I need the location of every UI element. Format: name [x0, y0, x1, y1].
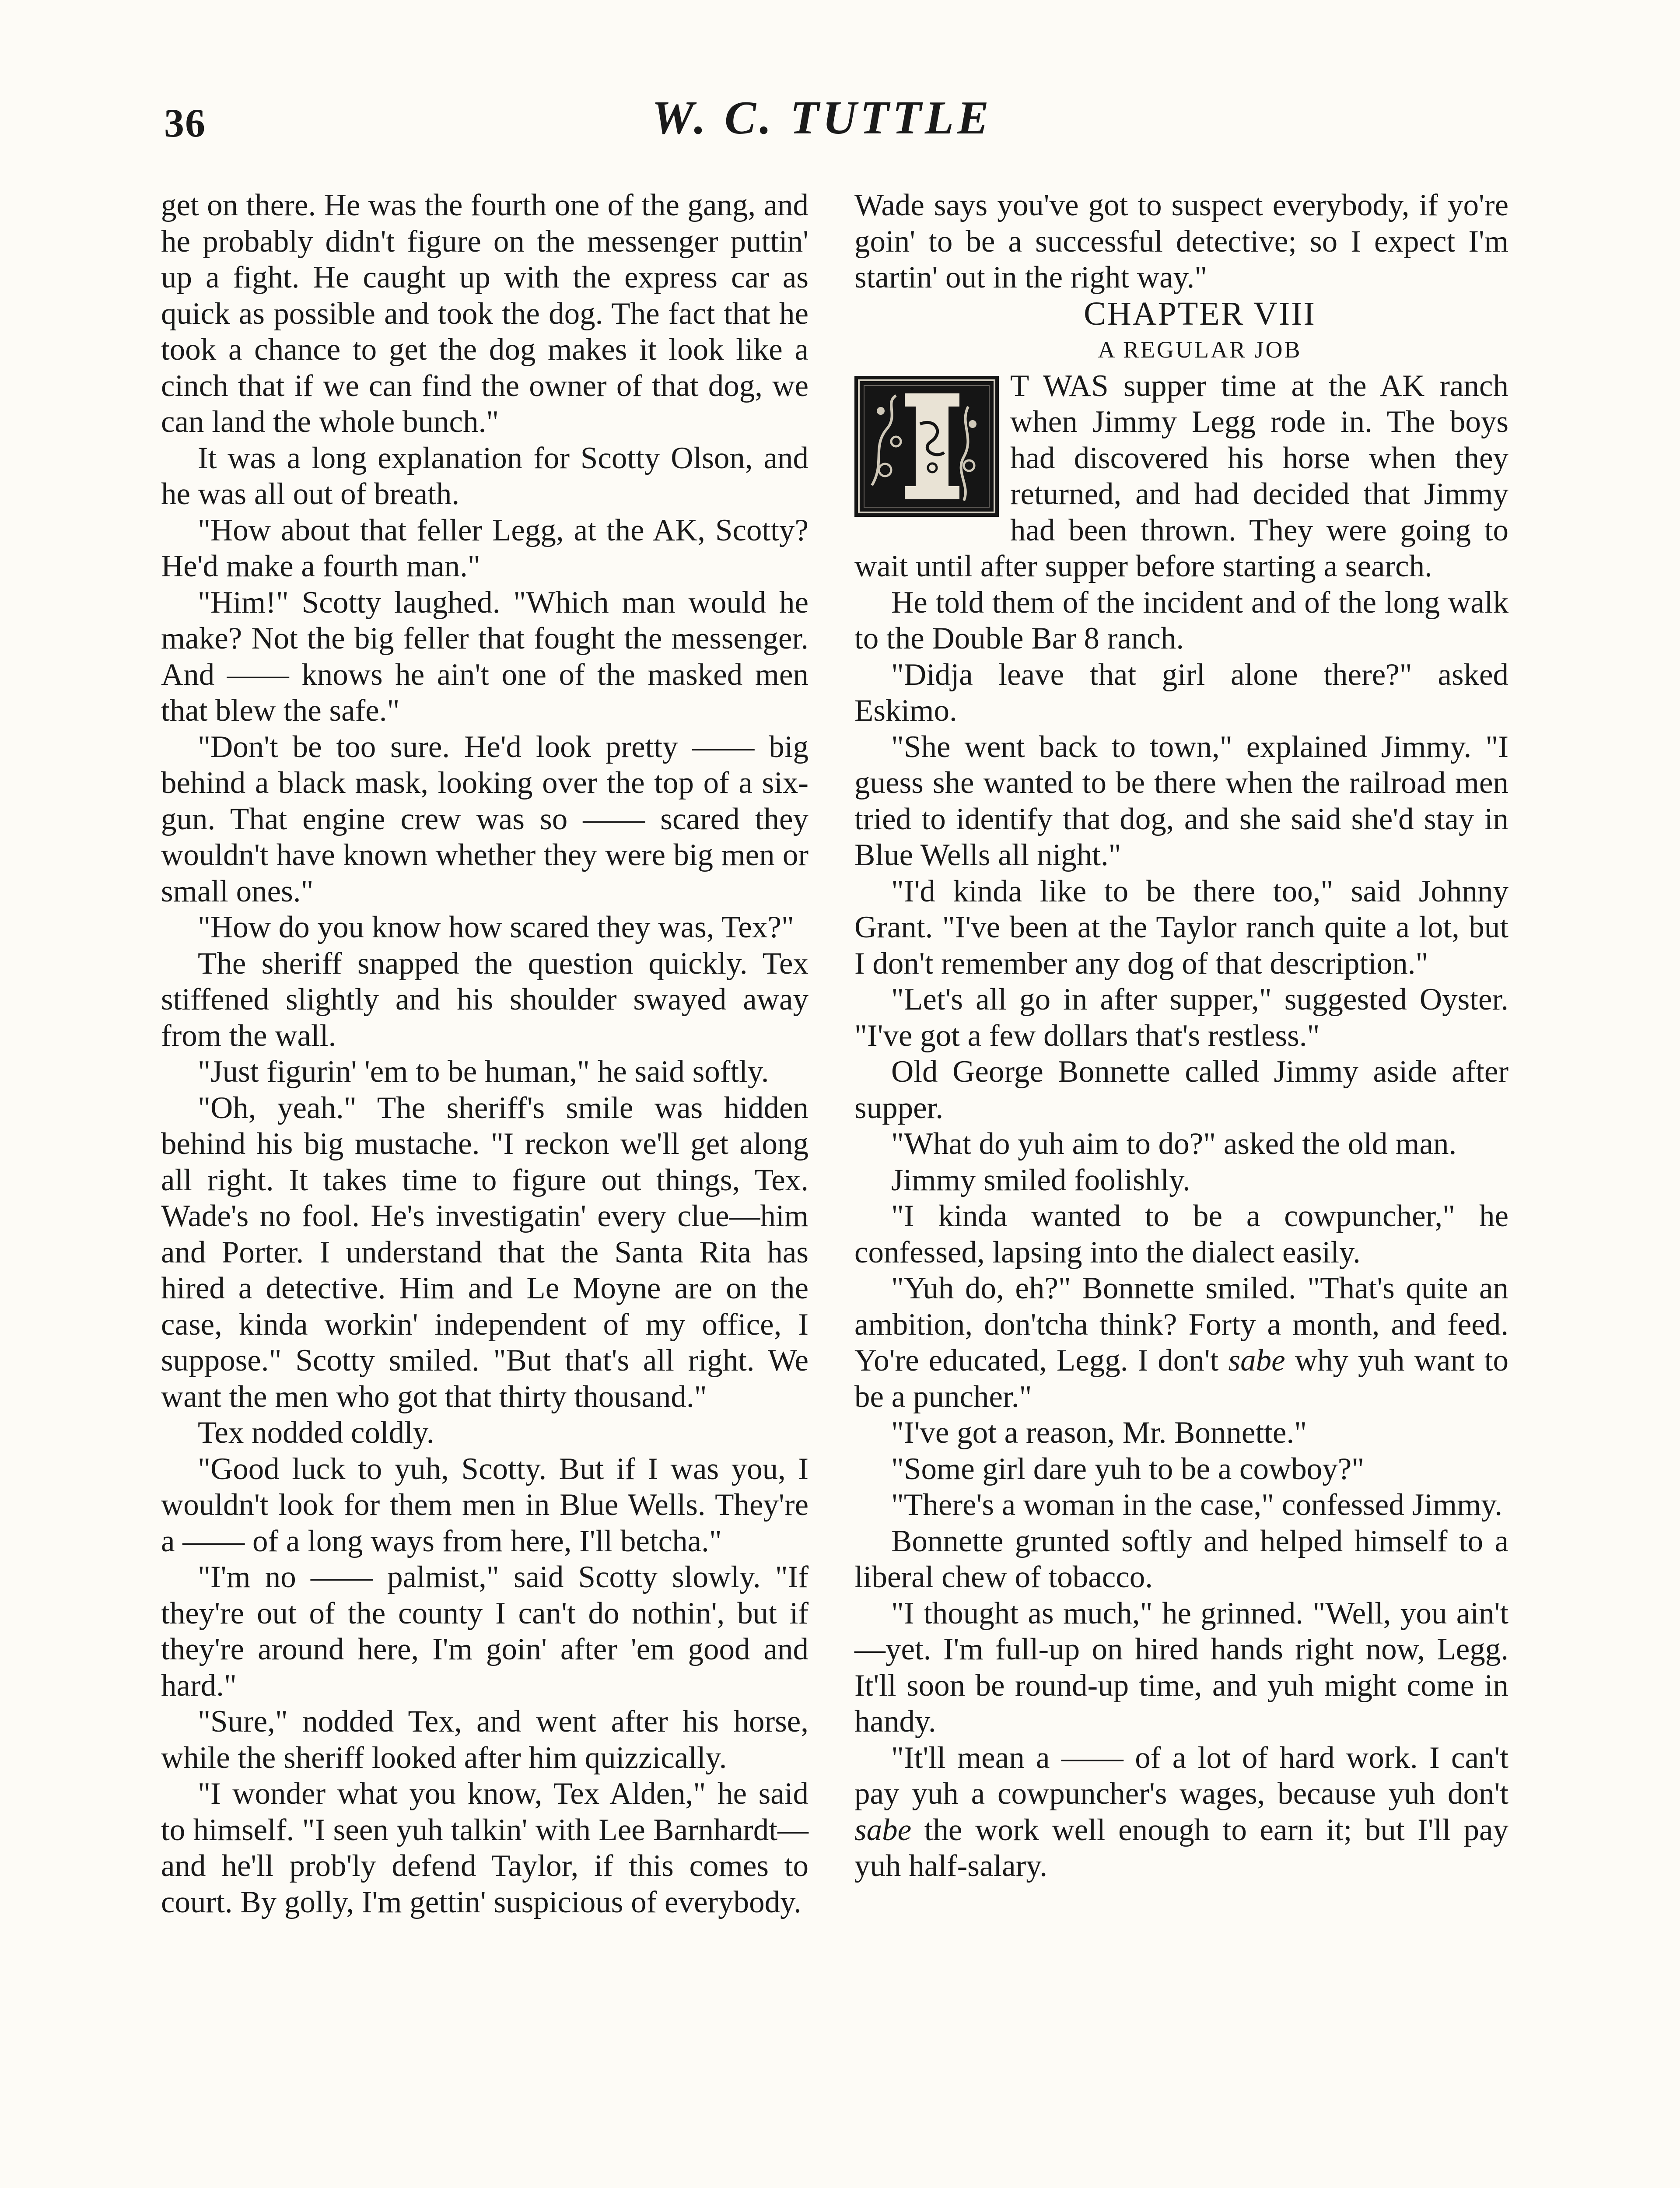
paragraph: "Some girl dare yuh to be a cowboy?" — [891, 1452, 1365, 1486]
paragraph: "I'm no —— palmist," said Scotty slowly. "If they're out of the county I can't do nothin', but if they're around here, I'm goin' after 'em good and hard." — [161, 1560, 808, 1703]
paragraph: It was a long explanation for Scotty Olson, and he was all out of breath. — [161, 441, 808, 511]
paragraph — [854, 1270, 1508, 1415]
left-column — [161, 187, 808, 1920]
paragraph: "Let's all go in after supper," suggested Oyster. "I've got a few dollars that's restless." — [854, 982, 1508, 1053]
paragraph: "Don't be too sure. He'd look pretty —— big behind a black mask, looking over the top of a six-gun. That engine crew was so —— scared they wouldn't have known whether they were big men or small ones." — [161, 729, 808, 908]
paragraph: The sheriff snapped the question quickly. Tex stiffened slightly and his shoulder swayed away from the wall. — [161, 946, 808, 1053]
paragraph: Old George Bonnette called Jimmy aside after supper. — [854, 1055, 1508, 1125]
paragraph: Jimmy smiled foolishly. — [891, 1163, 1190, 1197]
paragraph: "I'd kinda like to be there too," said Johnny Grant. "I've been at the Taylor ranch quite a lot, but I don't remember any dog of that description." — [854, 874, 1508, 981]
paragraph: "How do you know how scared they was, Tex?" — [198, 910, 794, 944]
text-run: "It'll mean a —— of a lot of hard work. I can't pay yuh a cowpuncher's wages, because yuh don't — [854, 1740, 1508, 1811]
paragraph: "She went back to town," explained Jimmy. "I guess she wanted to be there when the railroad men tried to identify that dog, and she said she'd stay in Blue Wells all night." — [854, 729, 1508, 872]
drop-cap-text: T WAS supper time at the AK ranch when Jimmy Legg rode in. The boys had discovered his horse when they returned, and had decided that Jimmy had been thrown. They were going to wait until after supper before starting a search. — [854, 368, 1508, 583]
drop-cap-ornament-icon — [854, 376, 999, 517]
paragraph: Bonnette grunted softly and helped himself to a liberal chew of tobacco. — [854, 1524, 1508, 1594]
paragraph: "I kinda wanted to be a cowpuncher," he confessed, lapsing into the dialect easily. — [854, 1199, 1508, 1269]
paragraph: "Sure," nodded Tex, and went after his horse, while the sheriff looked after him quizzically. — [161, 1704, 808, 1775]
paragraph: "I wonder what you know, Tex Alden," he said to himself. "I seen yuh talkin' with Lee Barnhardt—and he'll prob'ly defend Taylor, if this comes to court. By golly, I'm gettin' suspicious of everybody. — [161, 1777, 808, 1919]
page-number: 36 — [164, 101, 206, 145]
paragraph: "What do yuh aim to do?" asked the old man. — [891, 1127, 1457, 1161]
paragraph: "Good luck to yuh, Scotty. But if I was you, I wouldn't look for them men in Blue Wells. They're a —— of a long ways from here, I'll betcha." — [161, 1452, 808, 1558]
right-column — [854, 187, 1508, 1884]
paragraph: He told them of the incident and of the long walk to the Double Bar 8 ranch. — [854, 585, 1508, 656]
paragraph: "Just figurin' 'em to be human," he said softly. — [198, 1055, 769, 1089]
paragraph: Wade says you've got to suspect everybody, if yo're goin' to be a successful detective; so I expect I'm startin' out in the right way." — [854, 188, 1508, 295]
italic-word: sabe — [1228, 1343, 1285, 1378]
paragraph: "I've got a reason, Mr. Bonnette." — [891, 1416, 1307, 1450]
paragraph: "Oh, yeah." The sheriff's smile was hidden behind his big mustache. "I reckon we'll get along all right. It takes time to figure out things, Tex. Wade's no fool. He's investigatin' every clue—him and Porter. I understand that the Santa Rita has hired a detective. Him and Le Moyne are on the case, kinda workin' independent of my office, I suppose." Scotty smiled. "But that's all right. We want the men who got that thirty thousand." — [161, 1090, 808, 1414]
text-run: why yuh want to be a puncher." — [854, 1343, 1508, 1414]
paragraph: "How about that feller Legg, at the AK, Scotty? He'd make a fourth man." — [161, 513, 808, 583]
paragraph: "There's a woman in the case," confessed Jimmy. — [891, 1488, 1502, 1522]
paragraph: "I thought as much," he grinned. "Well, you ain't—yet. I'm full-up on hired hands right now, Legg. It'll soon be round-up time, and yuh might come in handy. — [854, 1596, 1508, 1739]
chapter-title: CHAPTER VIII — [1084, 295, 1316, 332]
paragraph: "Him!" Scotty laughed. "Which man would he make? Not the big feller that fought the messenger. And —— knows he ain't one of the masked men that blew the safe." — [161, 585, 808, 728]
running-head: W. C. TUTTLE — [652, 92, 992, 144]
text-run: the work well enough to earn it; but I'll pay yuh half-salary. — [854, 1813, 1508, 1883]
chapter-subtitle: A REGULAR JOB — [1098, 337, 1302, 363]
paragraph: "Didja leave that girl alone there?" asked Eskimo. — [854, 657, 1508, 728]
paragraph — [854, 1740, 1508, 1884]
text-run: "Yuh do, eh?" Bonnette smiled. "That's quite an ambition, don'tcha think? Forty a month, and feed. Yo're educated, Legg. I don't — [854, 1271, 1508, 1378]
italic-word: sabe — [854, 1813, 912, 1847]
chapter-opening-paragraph — [854, 368, 1508, 585]
paragraph: get on there. He was the fourth one of the gang, and he probably didn't figure on the messenger puttin' up a fight. He caught up with the express car as quick as possible and took the dog. The fact that he took a chance to get the dog makes it look like a cinch that if we can find the owner of that dog, we can land the whole bunch." — [161, 188, 808, 439]
paragraph: Tex nodded coldly. — [198, 1416, 434, 1450]
